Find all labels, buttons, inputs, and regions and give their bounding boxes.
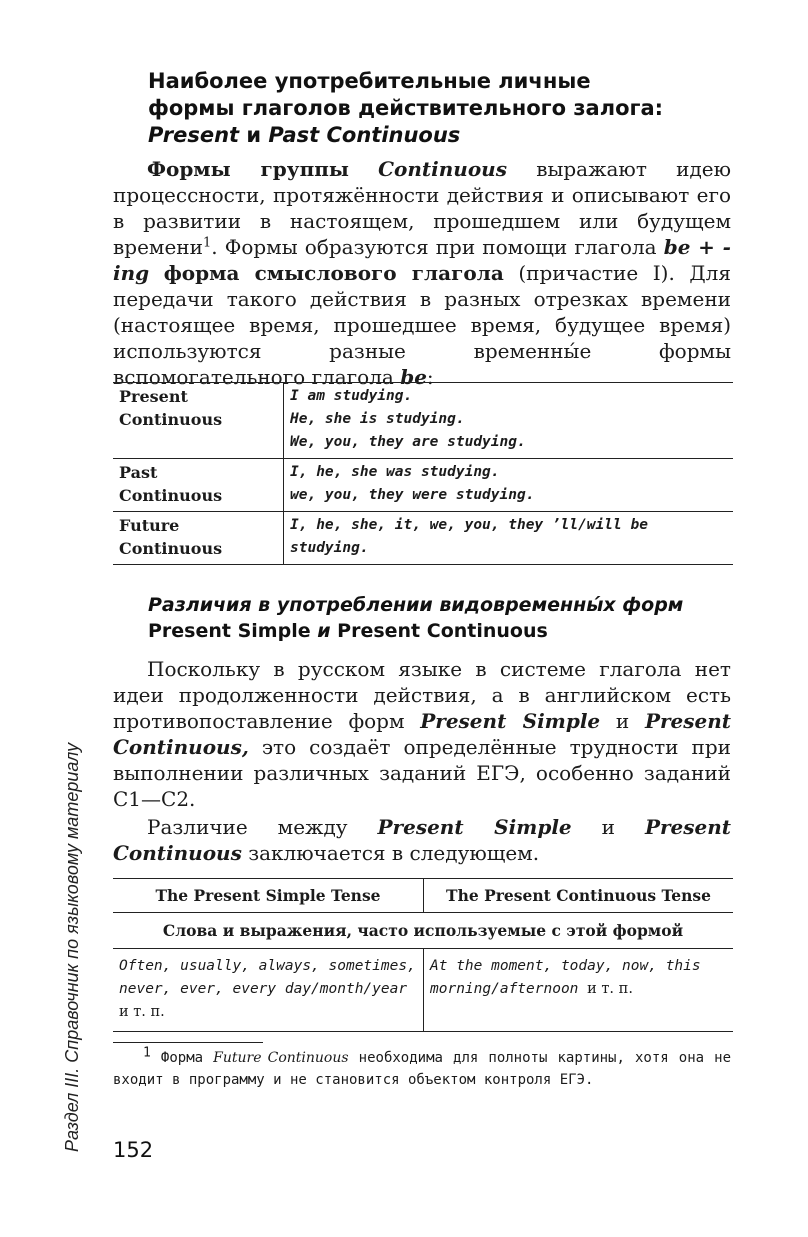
paragraph-2: Поскольку в русском языке в системе глагола нет идеи продолженности действия, а в английском есть противопоставление форм Present Simple и Present Continuous, это создаёт определённые трудности при выполнении различных заданий ЕГЭ, особенно заданий С1—С2. (113, 657, 732, 811)
intro-paragraph: Формы группы Continuous выражают идею процессности, протяжённости действия и описывают его в развитии в настоящем, прошедшем или будущем времени$^1$. Формы образуются при помощи глагола be + -ing форма смыслового глагола (причастие I). Для передачи такого действия в разных отрезках времени (настоящее время, прошедшее время, будущее время) используются разные временны́е формы вспомогательного глагола be: (113, 157, 732, 389)
heading-line-3: Present и Past Continuous (148, 123, 461, 147)
table-row (113, 913, 733, 949)
table-row: Present Continuous I am studying. He, she is studying. We, you, they are studying. (113, 383, 733, 459)
section-heading (148, 68, 663, 149)
table-subheader: Слова и выражения, часто используемые с этой формой (113, 913, 733, 949)
column-header: The Present Continuous Tense (424, 879, 734, 913)
footnote-divider (113, 1042, 263, 1043)
heading-line-2: формы глаголов действительного залога: (148, 96, 664, 120)
heading-line-1: Наиболее употребительные личные (148, 69, 591, 93)
table-row: Often, usually, always, sometimes, never, ever, every day/month/year и т. п. At the moment, today, now, this morning/afternoon и т. п. (113, 949, 733, 1032)
table-header-row (113, 879, 733, 913)
page-number: 152 (113, 1138, 154, 1162)
heading2-line-2: Present Simple и Present Continuous (148, 620, 548, 642)
paragraph-3: Различие между Present Simple и Present Continuous заключается в следующем. (113, 815, 732, 865)
column-header: The Present Simple Tense (113, 879, 424, 913)
table-row: Future Continuous I, he, she, it, we, you, they ’ll/will be studying. (113, 512, 733, 565)
side-running-title: Раздел III. Справочник по языковому материалу (62, 742, 82, 1152)
section-heading-2 (148, 592, 683, 644)
heading2-line-1: Различия в употреблении видовременны́х форм (148, 594, 684, 616)
compare-table (113, 878, 733, 1032)
table-row: Past Continuous I, he, she was studying. we, you, they were studying. (113, 459, 733, 512)
footnote: $^1$ Форма Future Continuous необходима для полноты картины, хотя она не входит в программу и не становится объектом контроля ЕГЭ. (113, 1045, 732, 1088)
tense-table (113, 382, 733, 565)
